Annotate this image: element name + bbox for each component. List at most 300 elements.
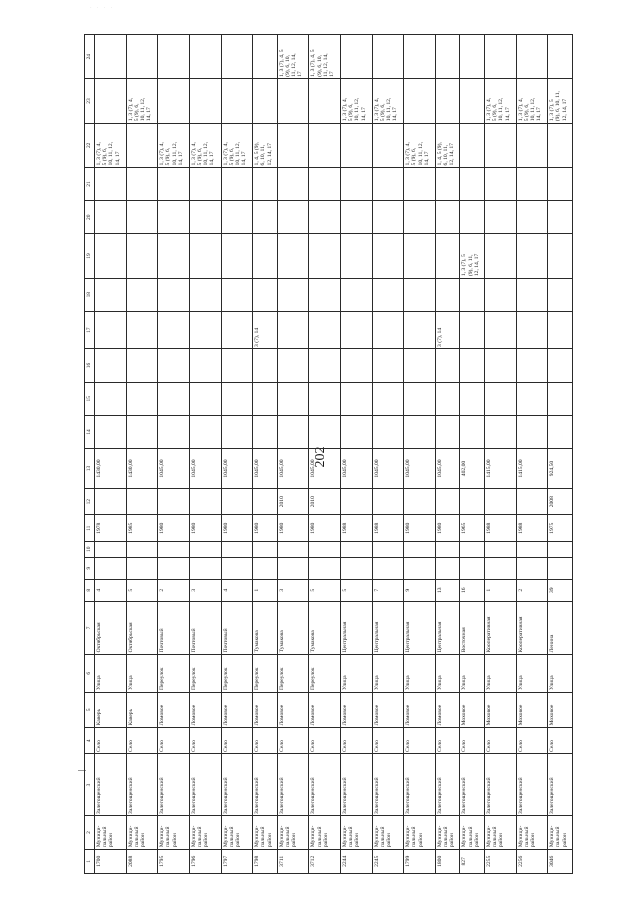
table-cell: Моховое bbox=[460, 692, 485, 727]
table-cell bbox=[309, 79, 341, 123]
table-cell: Ломовое bbox=[158, 692, 190, 727]
table-row bbox=[277, 35, 309, 874]
table-cell bbox=[484, 382, 516, 415]
table-cell bbox=[460, 167, 485, 200]
table-cell bbox=[277, 278, 309, 311]
table-cell: 1980 bbox=[158, 515, 190, 542]
table-cell bbox=[340, 123, 372, 167]
table-cell: Залегощенский bbox=[484, 754, 516, 816]
table-cell bbox=[484, 311, 516, 349]
table-cell bbox=[158, 234, 190, 278]
table-cell bbox=[158, 542, 190, 557]
table-cell bbox=[221, 382, 253, 415]
table-cell bbox=[309, 123, 341, 167]
table-cell: Ломовое bbox=[309, 692, 341, 727]
table-cell bbox=[372, 167, 404, 200]
table-cell: Муници- пальный район bbox=[516, 816, 548, 849]
table-cell bbox=[253, 557, 278, 579]
table-cell bbox=[435, 167, 460, 200]
table-cell bbox=[460, 35, 485, 79]
column-number: 18 bbox=[85, 278, 95, 311]
table-cell: Тумакова bbox=[253, 601, 278, 654]
table-cell bbox=[340, 278, 372, 311]
table-cell bbox=[404, 35, 436, 79]
column-number-row bbox=[85, 35, 95, 874]
table-cell: Октябрьская bbox=[126, 601, 158, 654]
table-cell: 3 (7), 14 bbox=[435, 311, 460, 349]
table-cell: Муници- пальный район bbox=[126, 816, 158, 849]
table-cell bbox=[372, 488, 404, 515]
table-cell: 1, 3 (7), 4, 5 (9), 6, 10, 11, 12, 14, 17 bbox=[126, 79, 158, 123]
table-cell: Каверь bbox=[95, 692, 127, 727]
table-cell bbox=[435, 35, 460, 79]
table-cell bbox=[548, 234, 573, 278]
table-row bbox=[158, 35, 190, 874]
table-cell bbox=[404, 557, 436, 579]
table-cell bbox=[516, 167, 548, 200]
table-cell bbox=[95, 488, 127, 515]
column-number: 20 bbox=[85, 201, 95, 234]
table-cell bbox=[340, 488, 372, 515]
table-cell: 1, 4, 5 (9), 6, 10, 11, 12, 14, 17 bbox=[253, 123, 278, 167]
table-cell bbox=[516, 201, 548, 234]
scan-noise: · · · · bbox=[90, 6, 115, 11]
table-cell: 2010 bbox=[309, 488, 341, 515]
table-cell: 1800 bbox=[435, 849, 460, 873]
table-cell bbox=[277, 234, 309, 278]
table-row bbox=[372, 35, 404, 874]
table-cell bbox=[309, 382, 341, 415]
table-cell bbox=[189, 234, 221, 278]
table-cell: 2010 bbox=[277, 488, 309, 515]
table-cell: Улица bbox=[95, 654, 127, 692]
table-cell: 1980 bbox=[404, 515, 436, 542]
table-cell bbox=[372, 542, 404, 557]
table-cell: 1988 bbox=[484, 515, 516, 542]
table-cell: Улица bbox=[548, 654, 573, 692]
table-cell: 3711 bbox=[277, 849, 309, 873]
table-cell bbox=[404, 382, 436, 415]
table-cell bbox=[460, 415, 485, 448]
table-cell bbox=[158, 311, 190, 349]
column-number: 11 bbox=[85, 515, 95, 542]
table-cell bbox=[95, 278, 127, 311]
column-number: 12 bbox=[85, 488, 95, 515]
table-row bbox=[95, 35, 127, 874]
table-cell: Село bbox=[548, 727, 573, 754]
table-cell: 3 (7), 14 bbox=[253, 311, 278, 349]
table-cell bbox=[189, 542, 221, 557]
table-cell: 1978 bbox=[95, 515, 127, 542]
table-cell bbox=[189, 382, 221, 415]
table-cell: 1415,00 bbox=[516, 449, 548, 489]
table-cell bbox=[126, 349, 158, 382]
table-cell bbox=[95, 167, 127, 200]
table-cell bbox=[548, 542, 573, 557]
table-cell bbox=[372, 201, 404, 234]
table-cell: Муници- пальный район bbox=[189, 816, 221, 849]
table-cell: 1045,00 bbox=[435, 449, 460, 489]
table-cell bbox=[189, 488, 221, 515]
table-cell: Село bbox=[189, 727, 221, 754]
table-row bbox=[460, 35, 485, 874]
table-cell: 2245 bbox=[372, 849, 404, 873]
table-cell: 1988 bbox=[340, 515, 372, 542]
table-cell bbox=[340, 311, 372, 349]
table-cell: Почтовый bbox=[189, 601, 221, 654]
table-cell: Почтовый bbox=[158, 601, 190, 654]
table-cell bbox=[95, 311, 127, 349]
table-cell bbox=[404, 201, 436, 234]
table-cell bbox=[309, 557, 341, 579]
table-cell: Село bbox=[340, 727, 372, 754]
column-number: 6 bbox=[85, 654, 95, 692]
table-cell: Залегощенский bbox=[404, 754, 436, 816]
table-cell bbox=[126, 35, 158, 79]
table-cell bbox=[95, 542, 127, 557]
table-cell bbox=[372, 415, 404, 448]
table-cell bbox=[516, 234, 548, 278]
table-cell bbox=[435, 79, 460, 123]
table-cell: Залегощенский bbox=[277, 754, 309, 816]
table-viewport bbox=[84, 34, 573, 874]
table-cell: 3 bbox=[277, 579, 309, 601]
table-cell: 1, 3 (7), 5 (9), 6, 11, 12, 14, 17 bbox=[460, 234, 485, 278]
table-cell: 1980 bbox=[221, 515, 253, 542]
table-cell: 1795 bbox=[158, 849, 190, 873]
table-cell bbox=[516, 557, 548, 579]
table-cell bbox=[484, 123, 516, 167]
table-cell bbox=[277, 542, 309, 557]
table-cell: 5 bbox=[309, 579, 341, 601]
table-cell: Муници- пальный район bbox=[340, 816, 372, 849]
table-cell: 5 bbox=[340, 579, 372, 601]
table-cell bbox=[309, 278, 341, 311]
table-cell: 1980 bbox=[309, 515, 341, 542]
table-cell bbox=[516, 123, 548, 167]
table-cell bbox=[158, 167, 190, 200]
table-cell bbox=[372, 278, 404, 311]
table-cell: 1, 3 (7), 4, 5 (9), 6, 10, 11, 12, 14, 17 bbox=[340, 79, 372, 123]
table-cell bbox=[404, 488, 436, 515]
table-cell: 1045,00 bbox=[372, 449, 404, 489]
table-cell: Муници- пальный район bbox=[309, 816, 341, 849]
table-cell: 1700 bbox=[95, 849, 127, 873]
table-cell bbox=[309, 234, 341, 278]
table-cell: Залегощенский bbox=[309, 754, 341, 816]
table-cell bbox=[309, 167, 341, 200]
table-cell: Моховое bbox=[484, 692, 516, 727]
table-cell: Улица bbox=[372, 654, 404, 692]
table-cell bbox=[372, 557, 404, 579]
column-number: 16 bbox=[85, 349, 95, 382]
table-cell bbox=[189, 415, 221, 448]
table-cell: 1, 3 (7), 5 (9), 6, 10, 11, 12, 14, 17 bbox=[548, 79, 573, 123]
table-cell: 5 bbox=[126, 579, 158, 601]
table-row bbox=[484, 35, 516, 874]
table-cell: Каверь bbox=[126, 692, 158, 727]
table-cell: 2088 bbox=[126, 849, 158, 873]
table-cell bbox=[158, 557, 190, 579]
table-cell: Муници- пальный район bbox=[435, 816, 460, 849]
table-cell: 1988 bbox=[372, 515, 404, 542]
table-cell: 1, 3 (7), 4, 5 (9), 6, 10, 11, 12, 14, 17 bbox=[221, 123, 253, 167]
table-cell: 9 bbox=[404, 579, 436, 601]
table-cell: Муници- пальный район bbox=[277, 816, 309, 849]
table-cell bbox=[253, 349, 278, 382]
table-cell: 1799 bbox=[404, 849, 436, 873]
table-cell bbox=[95, 201, 127, 234]
table-cell: 1988 bbox=[516, 515, 548, 542]
table-cell: Залегощенский bbox=[435, 754, 460, 816]
table-cell: 1, 3 (7), 4, 5 (9), 6, 10, 11, 12, 14, 17 bbox=[309, 35, 341, 79]
table-cell bbox=[404, 79, 436, 123]
table-cell bbox=[340, 557, 372, 579]
table-cell: Моховое bbox=[516, 692, 548, 727]
column-number: 23 bbox=[85, 79, 95, 123]
table-cell: Ломовое bbox=[404, 692, 436, 727]
table-cell bbox=[277, 557, 309, 579]
table-cell bbox=[516, 35, 548, 79]
table-cell bbox=[277, 311, 309, 349]
table-cell bbox=[516, 415, 548, 448]
table-row bbox=[253, 35, 278, 874]
table-cell bbox=[158, 278, 190, 311]
table-cell bbox=[460, 488, 485, 515]
table-cell bbox=[253, 35, 278, 79]
table-cell bbox=[548, 167, 573, 200]
table-cell: Кооперативная bbox=[484, 601, 516, 654]
table-cell: Муници- пальный район bbox=[484, 816, 516, 849]
table-cell bbox=[221, 557, 253, 579]
table-cell: 1045,00 bbox=[253, 449, 278, 489]
table-cell bbox=[253, 278, 278, 311]
table-cell: 1985 bbox=[126, 515, 158, 542]
table-cell bbox=[158, 349, 190, 382]
rotated-table-container bbox=[84, 34, 573, 874]
table-cell: Ломовое bbox=[253, 692, 278, 727]
table-cell: Ломовое bbox=[277, 692, 309, 727]
table-cell: Залегощенский bbox=[189, 754, 221, 816]
table-cell bbox=[189, 349, 221, 382]
table-cell: 1 bbox=[484, 579, 516, 601]
table-cell: Ломовое bbox=[221, 692, 253, 727]
table-cell bbox=[95, 234, 127, 278]
table-cell bbox=[435, 349, 460, 382]
table-cell: Моховое bbox=[548, 692, 573, 727]
table-cell bbox=[435, 557, 460, 579]
column-number: 17 bbox=[85, 311, 95, 349]
table-cell: Залегощенский bbox=[372, 754, 404, 816]
table-cell bbox=[372, 123, 404, 167]
table-cell: Переулок bbox=[309, 654, 341, 692]
table-cell: Переулок bbox=[253, 654, 278, 692]
table-cell: Почтовый bbox=[221, 601, 253, 654]
table-cell bbox=[548, 415, 573, 448]
table-cell bbox=[126, 382, 158, 415]
column-number: 19 bbox=[85, 234, 95, 278]
table-cell bbox=[158, 79, 190, 123]
table-cell: Муници- пальный район bbox=[253, 816, 278, 849]
table-cell bbox=[309, 201, 341, 234]
table-cell bbox=[460, 278, 485, 311]
table-cell bbox=[460, 542, 485, 557]
table-cell bbox=[126, 542, 158, 557]
table-cell: Восточная bbox=[460, 601, 485, 654]
table-cell bbox=[460, 311, 485, 349]
table-cell: Село bbox=[158, 727, 190, 754]
table-cell bbox=[404, 542, 436, 557]
table-cell bbox=[435, 488, 460, 515]
table-cell bbox=[484, 234, 516, 278]
table-cell bbox=[309, 311, 341, 349]
table-cell bbox=[221, 167, 253, 200]
table-cell bbox=[484, 349, 516, 382]
table-row bbox=[548, 35, 573, 874]
table-cell bbox=[516, 382, 548, 415]
table-cell: 1980 bbox=[253, 515, 278, 542]
table-cell: Центральная bbox=[340, 601, 372, 654]
page-number: 202 bbox=[313, 446, 328, 468]
table-cell bbox=[548, 311, 573, 349]
column-number: 5 bbox=[85, 692, 95, 727]
table-cell: Муници- пальный район bbox=[158, 816, 190, 849]
table-row bbox=[126, 35, 158, 874]
table-cell bbox=[460, 123, 485, 167]
table-cell bbox=[309, 349, 341, 382]
table-cell bbox=[340, 35, 372, 79]
table-cell bbox=[189, 201, 221, 234]
table-cell: 3712 bbox=[309, 849, 341, 873]
table-cell bbox=[435, 234, 460, 278]
table-cell: 3046 bbox=[548, 849, 573, 873]
table-cell: 2 bbox=[516, 579, 548, 601]
table-cell bbox=[95, 382, 127, 415]
table-cell: Центральная bbox=[435, 601, 460, 654]
table-cell: 1, 3 (7), 4, 5 (9), 6, 10, 11, 12, 14, 17 bbox=[158, 123, 190, 167]
column-number: 9 bbox=[85, 557, 95, 579]
table-cell: 1 bbox=[253, 579, 278, 601]
table-cell: 1430,00 bbox=[95, 449, 127, 489]
table-cell: 3 bbox=[189, 579, 221, 601]
table-cell bbox=[404, 278, 436, 311]
table-cell: Залегощенский bbox=[516, 754, 548, 816]
column-number: 7 bbox=[85, 601, 95, 654]
table-cell: 1045,00 bbox=[221, 449, 253, 489]
table-cell bbox=[189, 311, 221, 349]
table-cell bbox=[340, 415, 372, 448]
table-cell: Переулок bbox=[189, 654, 221, 692]
table-cell bbox=[221, 311, 253, 349]
table-cell bbox=[548, 349, 573, 382]
table-cell bbox=[435, 278, 460, 311]
table-cell: Тумакова bbox=[309, 601, 341, 654]
table-cell: Муници- пальный район bbox=[221, 816, 253, 849]
table-cell: Село bbox=[253, 727, 278, 754]
table-cell bbox=[277, 349, 309, 382]
table-cell bbox=[126, 311, 158, 349]
table-cell bbox=[126, 278, 158, 311]
table-cell: 1975 bbox=[548, 515, 573, 542]
table-cell: 16 bbox=[460, 579, 485, 601]
column-number: 4 bbox=[85, 727, 95, 754]
table-cell: Залегощенский bbox=[253, 754, 278, 816]
table-cell: Муници- пальный район bbox=[460, 816, 485, 849]
table-cell bbox=[95, 557, 127, 579]
table-cell: Октябрьская bbox=[95, 601, 127, 654]
table-cell bbox=[340, 167, 372, 200]
table-cell: Залегощенский bbox=[460, 754, 485, 816]
table-cell bbox=[435, 415, 460, 448]
table-cell bbox=[484, 542, 516, 557]
table-cell: Переулок bbox=[277, 654, 309, 692]
table-cell: Село bbox=[309, 727, 341, 754]
table-cell bbox=[95, 349, 127, 382]
table-cell: 2244 bbox=[340, 849, 372, 873]
table-cell bbox=[126, 488, 158, 515]
table-cell bbox=[516, 488, 548, 515]
table-cell bbox=[309, 542, 341, 557]
column-number: 3 bbox=[85, 754, 95, 816]
table-cell bbox=[253, 201, 278, 234]
table-cell: 2 bbox=[158, 579, 190, 601]
table-cell bbox=[221, 79, 253, 123]
table-cell bbox=[221, 234, 253, 278]
table-cell: Село bbox=[516, 727, 548, 754]
column-number: 21 bbox=[85, 167, 95, 200]
table-cell: 1045,00 bbox=[158, 449, 190, 489]
table-cell bbox=[126, 234, 158, 278]
table-cell: 1, 4, 5 (9), 6, 10, 11, 12, 14, 17 bbox=[435, 123, 460, 167]
table-cell: Улица bbox=[516, 654, 548, 692]
table-cell bbox=[372, 35, 404, 79]
table-cell bbox=[404, 167, 436, 200]
table-cell: 1798 bbox=[253, 849, 278, 873]
column-number: 2 bbox=[85, 816, 95, 849]
table-cell: Село bbox=[435, 727, 460, 754]
table-row bbox=[309, 35, 341, 874]
table-cell: Ленина bbox=[548, 601, 573, 654]
table-cell bbox=[516, 349, 548, 382]
table-cell: Улица bbox=[340, 654, 372, 692]
column-number: 8 bbox=[85, 579, 95, 601]
column-number: 15 bbox=[85, 382, 95, 415]
table-cell bbox=[372, 382, 404, 415]
table-cell: Центральная bbox=[372, 601, 404, 654]
table-cell bbox=[484, 488, 516, 515]
table-cell: 1045,00 bbox=[189, 449, 221, 489]
table-cell bbox=[548, 123, 573, 167]
table-row bbox=[516, 35, 548, 874]
table-row bbox=[340, 35, 372, 874]
table-cell bbox=[277, 201, 309, 234]
table-cell: 1, 3 (7), 4, 5 (9), 6, 10, 11, 12, 14, 17 bbox=[404, 123, 436, 167]
table-cell bbox=[126, 201, 158, 234]
table-cell bbox=[277, 415, 309, 448]
table-cell: Улица bbox=[126, 654, 158, 692]
table-cell bbox=[404, 311, 436, 349]
table-cell bbox=[95, 79, 127, 123]
table-cell bbox=[460, 79, 485, 123]
table-cell: Залегощенский bbox=[126, 754, 158, 816]
table-cell: 1415,00 bbox=[484, 449, 516, 489]
table-cell bbox=[221, 415, 253, 448]
table-cell: 1045,00 bbox=[340, 449, 372, 489]
table-cell bbox=[126, 557, 158, 579]
table-cell bbox=[548, 382, 573, 415]
table-cell bbox=[404, 349, 436, 382]
table-cell bbox=[189, 167, 221, 200]
